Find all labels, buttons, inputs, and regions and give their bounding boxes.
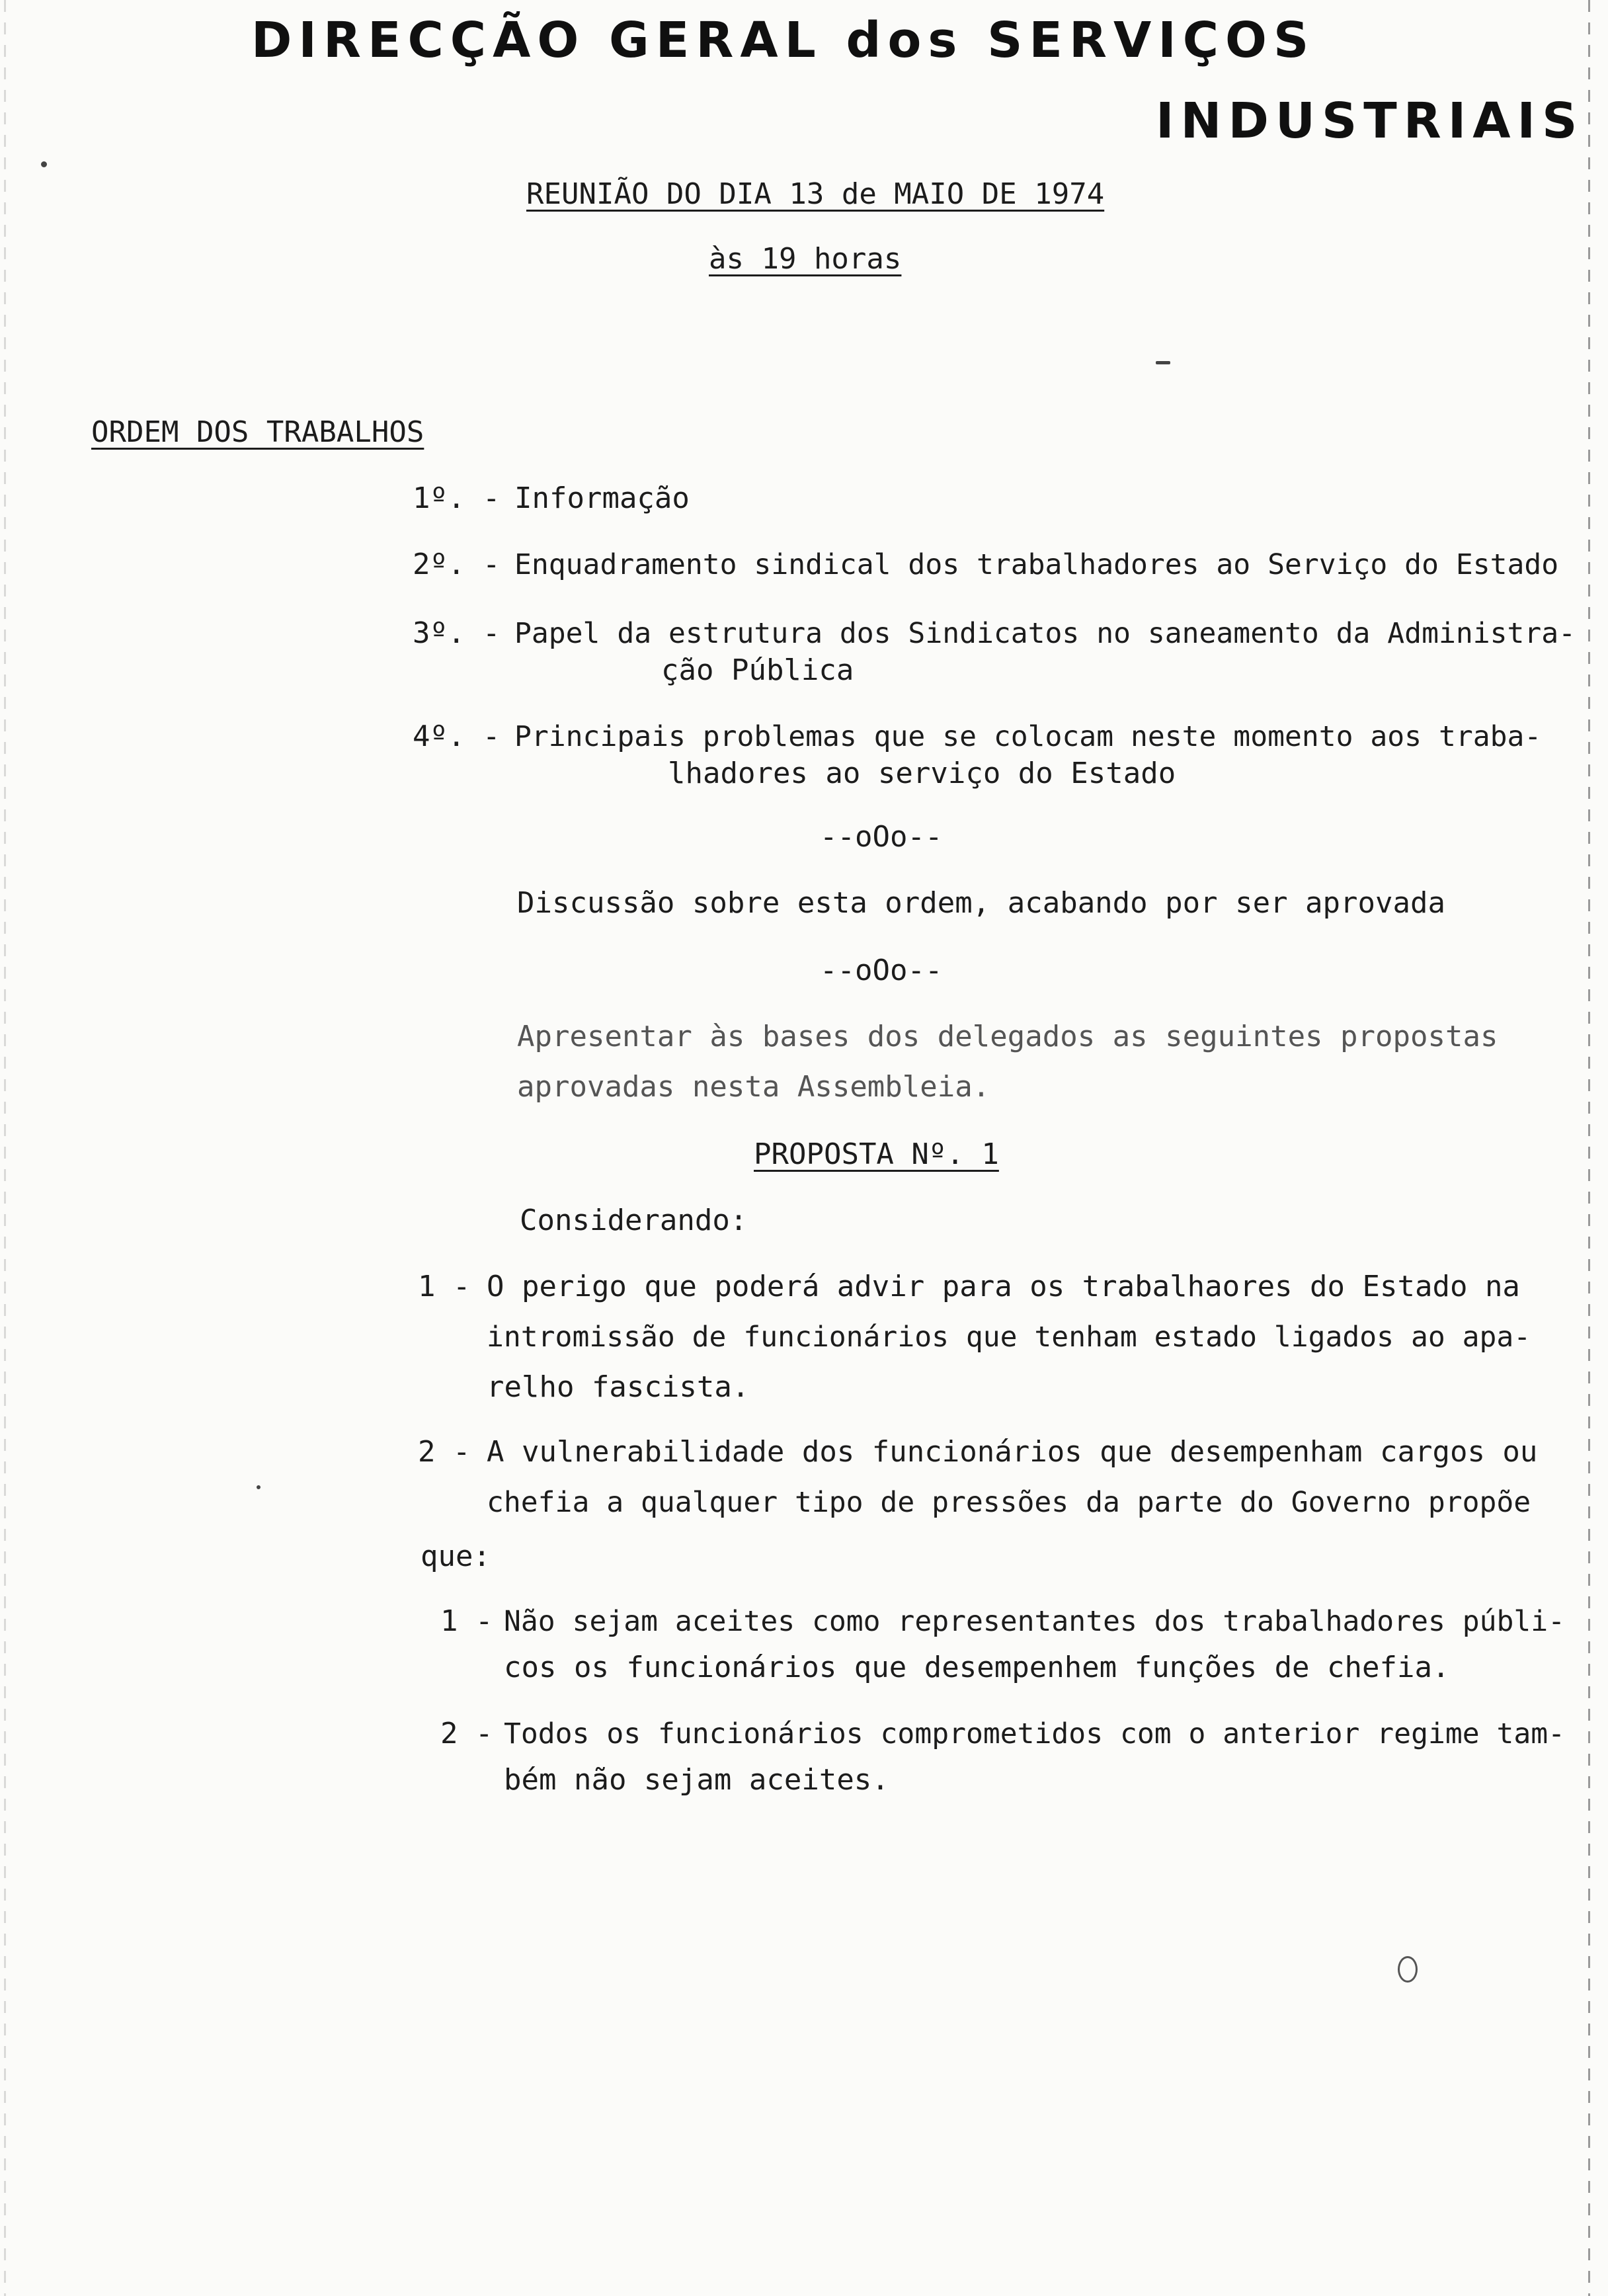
scan-edge-left <box>4 0 6 2296</box>
meeting-title: REUNIÃO DO DIA 13 de MAIO DE 1974 <box>526 177 1105 211</box>
agenda-item-number: 4º. - <box>413 719 501 753</box>
consideration-text: O perigo que poderá advir para os trabalhaores do Estado na <box>487 1270 1520 1303</box>
agenda-item-text-continued: ção Pública <box>661 653 854 687</box>
meeting-time: às 19 horas <box>709 242 902 276</box>
resolution-text: Não sejam aceites como representantes dos trabalhadores públi- <box>504 1605 1566 1638</box>
scan-speck <box>1156 361 1170 364</box>
considering-label: Considerando: <box>520 1204 748 1237</box>
resolution-text: cos os funcionários que desempenhem funções de chefia. <box>504 1651 1450 1684</box>
consideration-text: intromissão de funcionários que tenham estado ligados ao apa- <box>487 1321 1531 1354</box>
present-text: Apresentar às bases dos delegados as seguintes propostas <box>517 1020 1498 1053</box>
resolution-text: bém não sejam aceites. <box>504 1763 889 1797</box>
agenda-item-number: 3º. - <box>413 616 501 650</box>
agenda-item-text: Enquadramento sindical dos trabalhadores ao Serviço do Estado <box>514 548 1559 581</box>
agenda-heading: ORDEM DOS TRABALHOS <box>91 415 424 449</box>
separator: --oOo-- <box>820 820 943 854</box>
handwritten-header-line2: INDUSTRIAIS <box>1156 93 1584 149</box>
agenda-item-number: 1º. - <box>413 481 501 515</box>
agenda-item-text: Informação <box>514 481 690 515</box>
resolution-number: 1 - <box>440 1604 493 1638</box>
discussion-text: Discussão sobre esta ordem, acabando por ser aprovada <box>517 886 1445 920</box>
scan-mark <box>1398 1956 1418 1983</box>
scan-edge-right <box>1588 0 1590 2296</box>
agenda-item-text-continued: lhadores ao serviço do Estado <box>668 757 1176 790</box>
proposal-title: PROPOSTA Nº. 1 <box>754 1137 999 1171</box>
consideration-number: 1 - <box>418 1270 471 1303</box>
consideration-text: chefia a qualquer tipo de pressões da parte do Governo propõe <box>487 1486 1531 1519</box>
scan-speck <box>257 1485 261 1489</box>
scan-speck <box>41 161 47 167</box>
separator: --oOo-- <box>820 954 943 987</box>
consideration-number: 2 - <box>418 1435 471 1469</box>
propose-word: que: <box>421 1539 491 1573</box>
agenda-item-number: 2º. - <box>413 548 501 581</box>
resolution-text: Todos os funcionários comprometidos com o anterior regime tam- <box>504 1717 1566 1750</box>
consideration-text: relho fascista. <box>487 1370 750 1404</box>
resolution-number: 2 - <box>440 1717 493 1750</box>
agenda-item-text: Principais problemas que se colocam neste momento aos traba- <box>514 720 1542 753</box>
handwritten-header-line1: DIRECÇÃO GERAL dos SERVIÇOS <box>251 12 1316 69</box>
consideration-text: A vulnerabilidade dos funcionários que desempenham cargos ou <box>487 1435 1538 1469</box>
agenda-item-text: Papel da estrutura dos Sindicatos no saneamento da Administra- <box>514 617 1576 650</box>
present-text-continued: aprovadas nesta Assembleia. <box>517 1070 990 1104</box>
